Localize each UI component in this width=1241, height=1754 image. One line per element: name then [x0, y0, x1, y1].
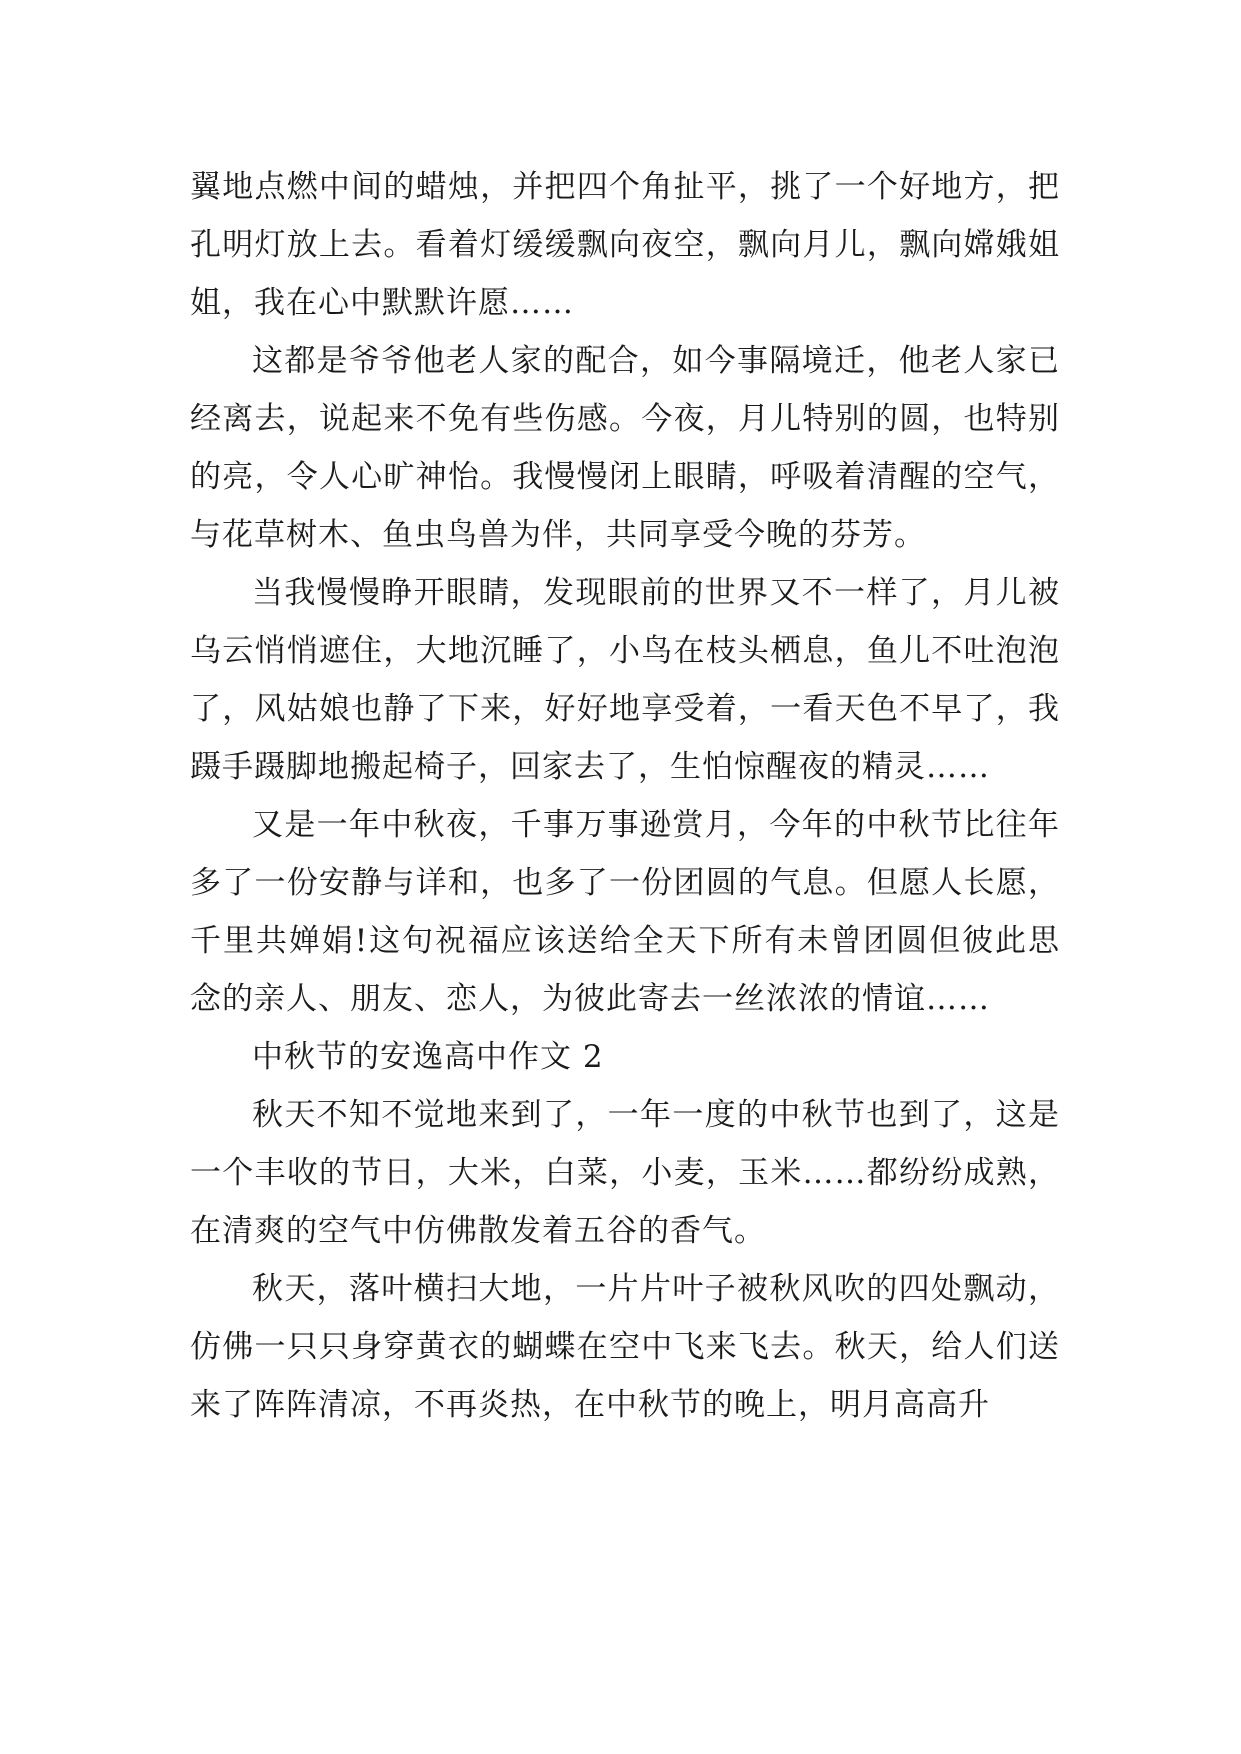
paragraph-3: 当我慢慢睁开眼睛，发现眼前的世界又不一样了，月儿被乌云悄悄遮住，大地沉睡了，小鸟在枝头栖息，鱼儿不吐泡泡了，风姑娘也静了下来，好好地享受着，一看天色不早了，我蹑手蹑脚地搬起椅子，回家去了，生怕惊醒夜的精灵…… — [190, 575, 1060, 785]
paragraph-5: 秋天不知不觉地来到了，一年一度的中秋节也到了，这是一个丰收的节日，大米，白菜，小麦，玉米……都纷纷成熟，在清爽的空气中仿佛散发着五谷的香气。 — [190, 1097, 1060, 1249]
paragraph-1: 翼地点燃中间的蜡烛，并把四个角扯平，挑了一个好地方，把孔明灯放上去。看着灯缓缓飘向夜空，飘向月儿，飘向嫦娥姐姐，我在心中默默许愿…… — [190, 169, 1060, 321]
essay-body — [190, 158, 1060, 1434]
paragraph-2: 这都是爷爷他老人家的配合，如今事隔境迁，他老人家已经离去，说起来不免有些伤感。今夜，月儿特别的圆，也特别的亮，令人心旷神怡。我慢慢闭上眼睛，呼吸着清醒的空气，与花草树木、鱼虫鸟兽为伴，共同享受今晚的芬芳。 — [190, 343, 1060, 553]
paragraph-4: 又是一年中秋夜，千事万事逊赏月，今年的中秋节比往年多了一份安静与详和，也多了一份团圆的气息。但愿人长愿，千里共婵娟!这句祝福应该送给全天下所有未曾团圆但彼此思念的亲人、朋友、恋人，为彼此寄去一丝浓浓的情谊…… — [190, 807, 1060, 1017]
paragraph-6: 秋天，落叶横扫大地，一片片叶子被秋风吹的四处飘动，仿佛一只只身穿黄衣的蝴蝶在空中飞来飞去。秋天，给人们送来了阵阵清凉，不再炎热，在中秋节的晚上，明月高高升 — [190, 1271, 1060, 1423]
essay-title-2: 中秋节的安逸高中作文 2 — [252, 1039, 604, 1075]
